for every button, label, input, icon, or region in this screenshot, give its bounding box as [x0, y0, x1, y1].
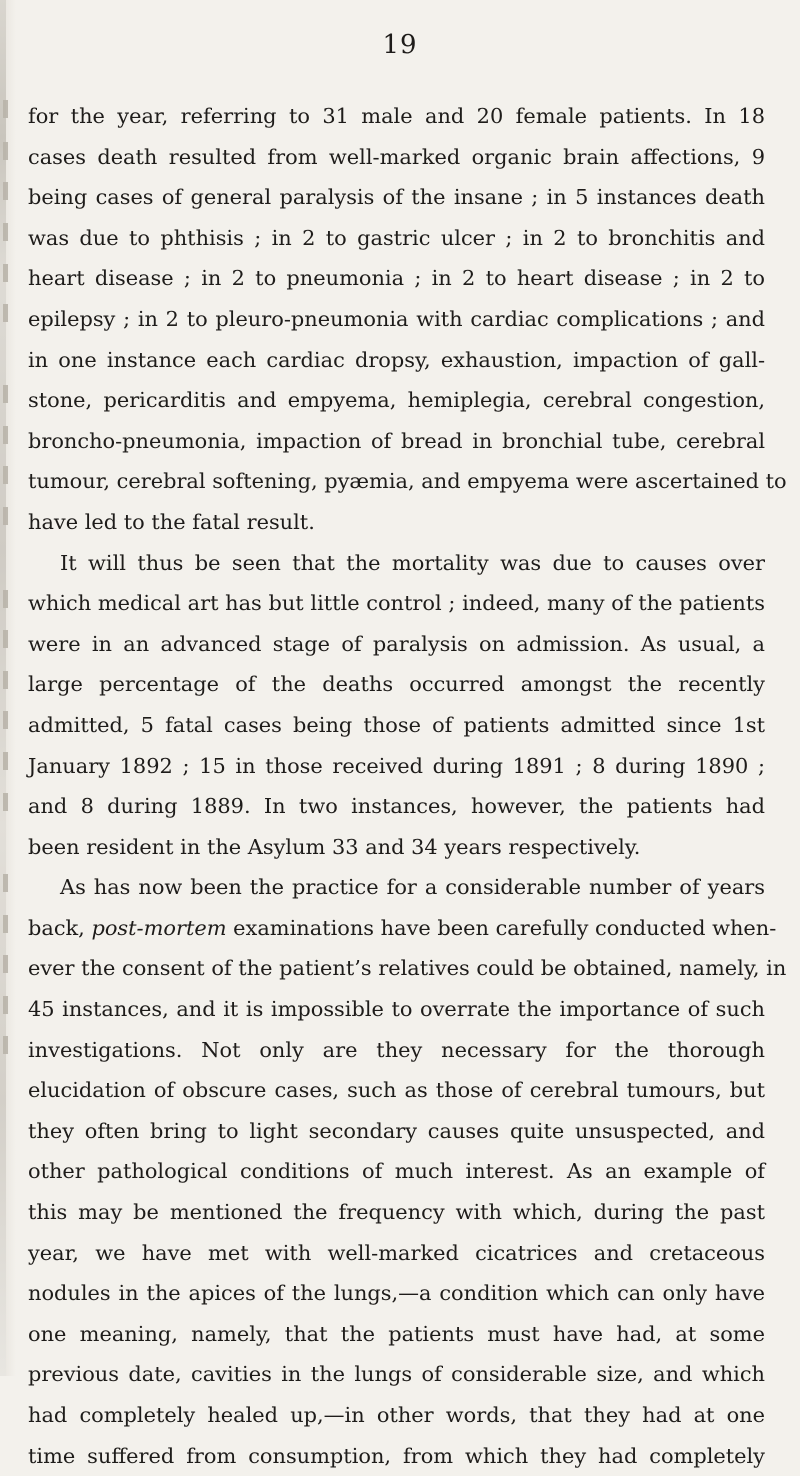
text-line: It will thus be seen that the mortality was due to causes over — [60, 550, 765, 575]
text-line: other pathological conditions of much interest. As an example of — [28, 1159, 765, 1184]
text-line: been resident in the Asylum 33 and 34 years respectively. — [28, 834, 641, 859]
italic-term: post-mortem — [91, 915, 227, 940]
margin-mark — [3, 671, 8, 689]
text-line: epilepsy ; in 2 to pleuro-pneumonia with cardiac complications ; and — [28, 306, 765, 331]
text-line: ever the consent of the patient’s relatives could be obtained, namely, in — [28, 956, 787, 981]
margin-mark — [3, 385, 8, 403]
margin-mark — [3, 182, 8, 200]
body-text — [28, 96, 787, 1476]
margin-mark — [3, 590, 8, 608]
text-line: being cases of general paralysis of the insane ; in 5 instances death — [28, 185, 765, 210]
text-line: for the year, referring to 31 male and 20 female patients. In 18 — [28, 104, 765, 128]
text-line: year, we have met with well-marked cicatrices and cretaceous — [28, 1240, 765, 1265]
text-line: they often bring to light secondary causes quite unsuspected, and — [28, 1118, 765, 1143]
text-line: broncho-pneumonia, impaction of bread in bronchial tube, cerebral — [28, 428, 765, 453]
text-line — [28, 908, 777, 949]
text-line: January 1892 ; 15 in those received during 1891 ; 8 during 1890 ; — [28, 753, 765, 778]
margin-mark — [3, 264, 8, 282]
page-number: 19 — [382, 30, 418, 60]
binding-gutter — [0, 0, 16, 1376]
text-run: back, — [28, 915, 92, 940]
text-line: which medical art has but little control ; indeed, many of the patients — [28, 591, 765, 616]
text-line: were in an advanced stage of paralysis on admission. As usual, a — [28, 631, 765, 656]
text-line: admitted, 5 fatal cases being those of patients admitted since 1st — [28, 712, 765, 737]
text-line: was due to phthisis ; in 2 to gastric ulcer ; in 2 to bronchitis and — [28, 225, 765, 250]
text-run: examinations have been carefully conducted when- — [226, 915, 777, 940]
text-line: cases death resulted from well-marked organic brain affections, 9 — [28, 144, 765, 169]
paragraph-3 — [28, 867, 787, 1476]
text-line: previous date, cavities in the lungs of considerable size, and which — [28, 1362, 765, 1387]
text-line: in one instance each cardiac dropsy, exhaustion, impaction of gall- — [28, 347, 765, 372]
text-line: large percentage of the deaths occurred amongst the recently — [28, 672, 765, 697]
text-line: one meaning, namely, that the patients must have had, at some — [28, 1321, 765, 1346]
margin-mark — [3, 630, 8, 648]
margin-mark — [3, 955, 8, 973]
margin-mark — [3, 1036, 8, 1054]
margin-mark — [3, 996, 8, 1014]
margin-mark — [3, 874, 8, 892]
text-line: As has now been the practice for a considerable number of years — [60, 875, 765, 900]
margin-mark — [3, 752, 8, 770]
margin-mark — [3, 223, 8, 241]
margin-mark — [3, 793, 8, 811]
text-line: time suffered from consumption, from which they had completely — [28, 1443, 765, 1468]
paragraph-1 — [28, 96, 787, 543]
text-line: tumour, cerebral softening, pyæmia, and empyema were ascertained to — [28, 469, 787, 494]
text-line: investigations. Not only are they necessary for the thorough — [28, 1037, 765, 1062]
text-line: heart disease ; in 2 to pneumonia ; in 2 to heart disease ; in 2 to — [28, 266, 765, 291]
margin-mark — [3, 100, 8, 118]
text-line: and 8 during 1889. In two instances, however, the patients had — [28, 794, 765, 819]
margin-mark — [3, 915, 8, 933]
text-line: this may be mentioned the frequency with which, during the past — [28, 1200, 765, 1225]
text-line: elucidation of obscure cases, such as those of cerebral tumours, but — [28, 1078, 765, 1103]
paragraph-2 — [28, 543, 765, 868]
text-line: have led to the fatal result. — [28, 509, 315, 534]
margin-mark — [3, 711, 8, 729]
margin-mark — [3, 426, 8, 444]
text-line: stone, pericarditis and empyema, hemiplegia, cerebral congestion, — [28, 388, 765, 413]
margin-mark — [3, 142, 8, 160]
margin-mark — [3, 466, 8, 484]
margin-mark — [3, 304, 8, 322]
margin-mark — [3, 507, 8, 525]
text-line: 45 instances, and it is impossible to overrate the importance of such — [28, 997, 765, 1022]
text-line: had completely healed up,—in other words, that they had at one — [28, 1403, 765, 1427]
text-line: nodules in the apices of the lungs,—a condition which can only have — [28, 1281, 765, 1306]
